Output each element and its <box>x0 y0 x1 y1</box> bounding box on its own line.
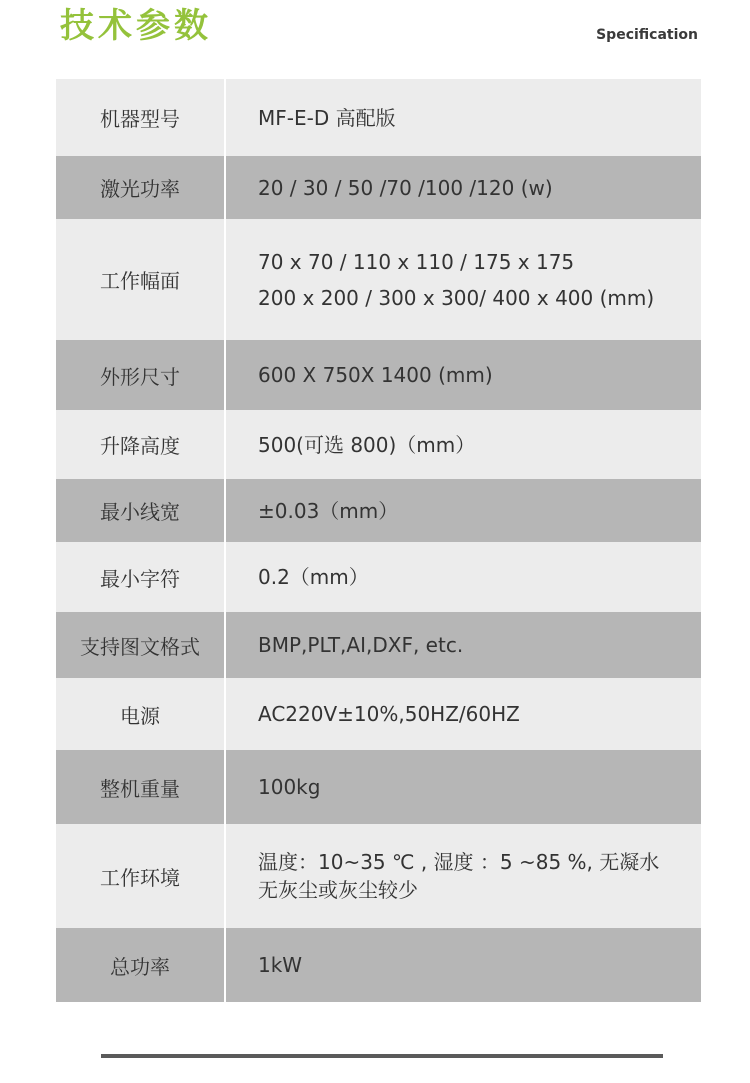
spec-label: 升降高度 <box>56 410 226 479</box>
spec-row-lift-height <box>56 410 701 479</box>
spec-value: AC220V±10%,50HZ/60HZ <box>258 702 520 726</box>
spec-row-min-line-width <box>56 479 701 542</box>
spec-label: 整机重量 <box>56 750 226 824</box>
spec-label: 电源 <box>56 678 226 750</box>
page-subtitle: Specification <box>596 27 698 43</box>
spec-value-cell <box>226 750 701 824</box>
spec-value-cell <box>226 542 701 612</box>
spec-label: 最小字符 <box>56 542 226 612</box>
spec-value: 无灰尘或灰尘较少 <box>258 878 418 902</box>
spec-row-total-power <box>56 928 701 1002</box>
spec-row-min-character <box>56 542 701 612</box>
spec-row-environment <box>56 824 701 928</box>
spec-label: 支持图文格式 <box>56 612 226 678</box>
spec-row-file-formats <box>56 612 701 678</box>
spec-value-cell <box>226 340 701 410</box>
spec-value: 600 X 750X 1400 (mm) <box>258 363 493 387</box>
spec-row-work-area <box>56 219 701 340</box>
spec-label: 机器型号 <box>56 79 226 156</box>
spec-value-cell <box>226 612 701 678</box>
spec-value: 70 x 70 / 110 x 110 / 175 x 175 <box>258 249 575 274</box>
spec-row-weight <box>56 750 701 824</box>
spec-value-cell <box>226 678 701 750</box>
spec-label: 总功率 <box>56 928 226 1002</box>
spec-row-power-supply <box>56 678 701 750</box>
spec-row-model <box>56 79 701 156</box>
spec-label: 激光功率 <box>56 156 226 219</box>
bottom-divider <box>101 1054 663 1058</box>
spec-value: BMP,PLT,AI,DXF, etc. <box>258 633 464 657</box>
spec-value: 0.2（mm） <box>258 565 369 589</box>
spec-row-laser-power <box>56 156 701 219</box>
spec-row-dimensions <box>56 340 701 410</box>
spec-value-cell <box>226 156 701 219</box>
spec-value-cell <box>226 824 701 928</box>
spec-value: 20 / 30 / 50 /70 /100 /120 (w) <box>258 175 553 200</box>
spec-value-cell <box>226 410 701 479</box>
spec-value: 100kg <box>258 775 321 799</box>
spec-value-cell <box>226 928 701 1002</box>
page-title: 技术参数 <box>60 6 212 46</box>
spec-label: 工作幅面 <box>56 219 226 340</box>
spec-table <box>56 79 701 1002</box>
spec-value-cell <box>226 79 701 156</box>
spec-value: 200 x 200 / 300 x 300/ 400 x 400 (mm) <box>258 285 655 310</box>
spec-label: 工作环境 <box>56 824 226 928</box>
spec-value: ±0.03（mm） <box>258 498 399 523</box>
spec-value-cell <box>226 219 701 340</box>
spec-label: 最小线宽 <box>56 479 226 542</box>
spec-label: 外形尺寸 <box>56 340 226 410</box>
spec-value: 温度：10~35 ℃ , 湿度 ：5 ~85 %, 无凝水 <box>258 850 660 874</box>
spec-value: MF-E-D 高配版 <box>258 105 396 130</box>
spec-value: 500(可选 800)（mm） <box>258 432 476 457</box>
spec-value: 1kW <box>258 953 303 977</box>
spec-value-cell <box>226 479 701 542</box>
